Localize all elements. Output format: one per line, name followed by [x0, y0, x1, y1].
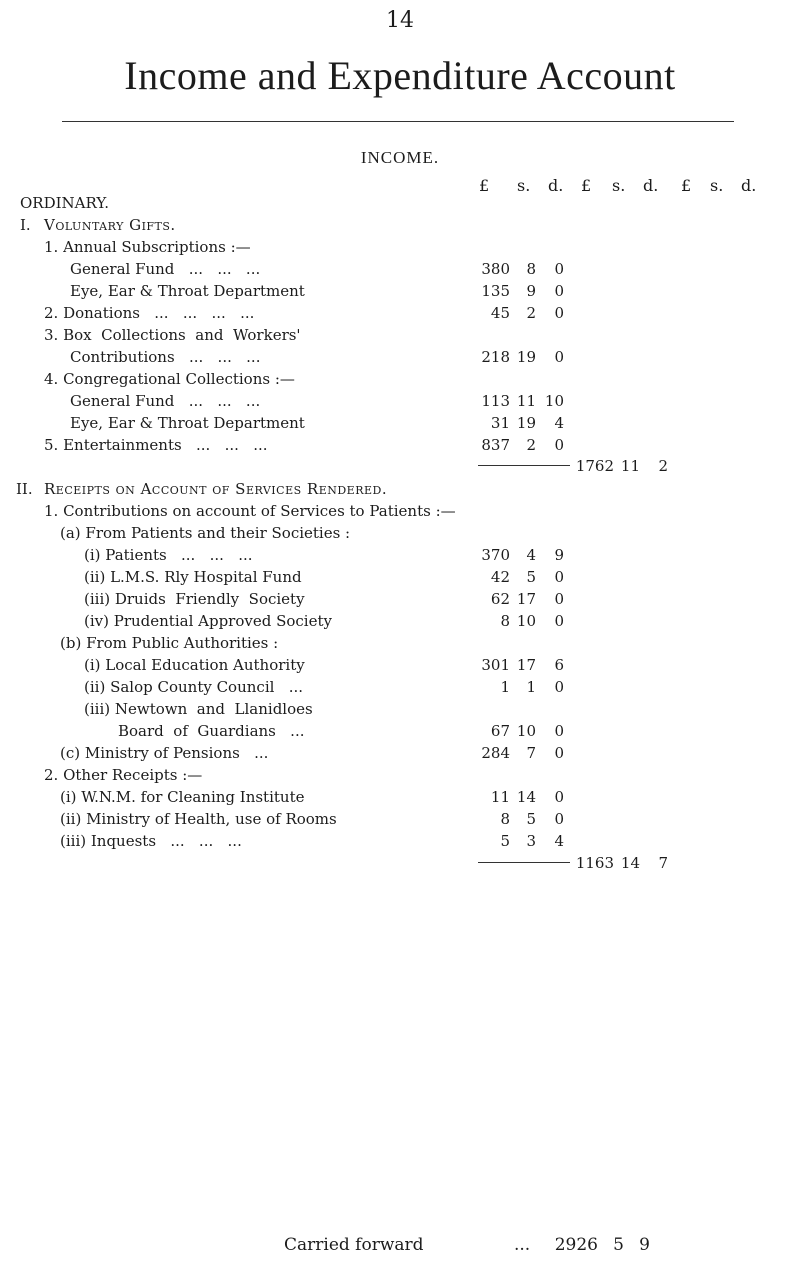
entry-row: 1. Contributions on account of Services to Patients :— [44, 502, 456, 520]
page-number: 14 [386, 8, 414, 33]
entry-row: 4. Congregational Collections :— [44, 370, 295, 388]
subtotal-row: 1762 11 2 [575, 457, 668, 475]
entry-row: (iii) Inquests ... ... ... 5 3 4 [60, 832, 564, 850]
col-pence: d. [548, 176, 564, 195]
page-title: Income and Expenditure Account [124, 53, 676, 98]
col-pound: £ [479, 176, 490, 195]
col-pound: £ [581, 176, 592, 195]
col-shilling: s. [517, 176, 531, 195]
entry-row: General Fund ... ... ... 380 8 0 [70, 260, 564, 278]
section-heading-receipts: II. Receipts on Account of Services Rendered. [16, 480, 388, 498]
entry-row: (iii) Newtown and Llanidloes [84, 700, 313, 718]
carried-forward-row: Carried forward ... 2926 5 9 [284, 1235, 650, 1255]
entry-row: (ii) L.M.S. Rly Hospital Fund 42 5 0 [84, 568, 564, 586]
entry-row: (c) Ministry of Pensions ... 284 7 0 [60, 744, 564, 762]
entry-row: Eye, Ear & Throat Department 135 9 0 [70, 282, 564, 300]
entry-row: (ii) Ministry of Health, use of Rooms 8 5 0 [60, 810, 564, 828]
entry-row: (i) W.N.M. for Cleaning Institute 11 14 0 [60, 788, 564, 806]
entry-row: Board of Guardians ... 67 10 0 [118, 722, 564, 740]
entry-row: Eye, Ear & Throat Department 31 19 4 [70, 414, 564, 432]
subtotal-row: 1163 14 7 [575, 854, 668, 872]
entry-row: (ii) Salop County Council ... 1 1 0 [84, 678, 564, 696]
entry-row: (i) Patients ... ... ... 370 4 9 [84, 546, 564, 564]
entry-row: 3. Box Collections and Workers' [44, 326, 301, 344]
entry-row: 5. Entertainments ... ... ... 837 2 0 [44, 436, 564, 454]
section-heading: INCOME. [360, 148, 440, 167]
carried-forward-label: Carried forward [284, 1235, 424, 1255]
title-rule [62, 121, 734, 122]
col-pence: d. [741, 176, 757, 195]
col-pence: d. [643, 176, 659, 195]
entry-row: 1. Annual Subscriptions :— [44, 238, 251, 256]
entry-row: (iii) Druids Friendly Society 62 17 0 [84, 590, 564, 608]
ordinary-heading: ORDINARY. [20, 194, 110, 212]
col-shilling: s. [612, 176, 626, 195]
col-shilling: s. [710, 176, 724, 195]
entry-row: (i) Local Education Authority 301 17 6 [84, 656, 564, 674]
section-heading-voluntary-gifts: I. Voluntary Gifts. [20, 216, 176, 234]
entry-row: Contributions ... ... ... 218 19 0 [70, 348, 564, 366]
entry-row: (a) From Patients and their Societies : [60, 524, 351, 542]
entry-row: General Fund ... ... ... 113 11 10 [70, 392, 564, 410]
entry-row: 2. Donations ... ... ... ... 45 2 0 [44, 304, 564, 322]
entry-row: 2. Other Receipts :— [44, 766, 203, 784]
leader-dots: ... [514, 1235, 531, 1255]
entry-row: (b) From Public Authorities : [60, 634, 279, 652]
entry-row: (iv) Prudential Approved Society 8 10 0 [84, 612, 564, 630]
col-pound: £ [681, 176, 692, 195]
